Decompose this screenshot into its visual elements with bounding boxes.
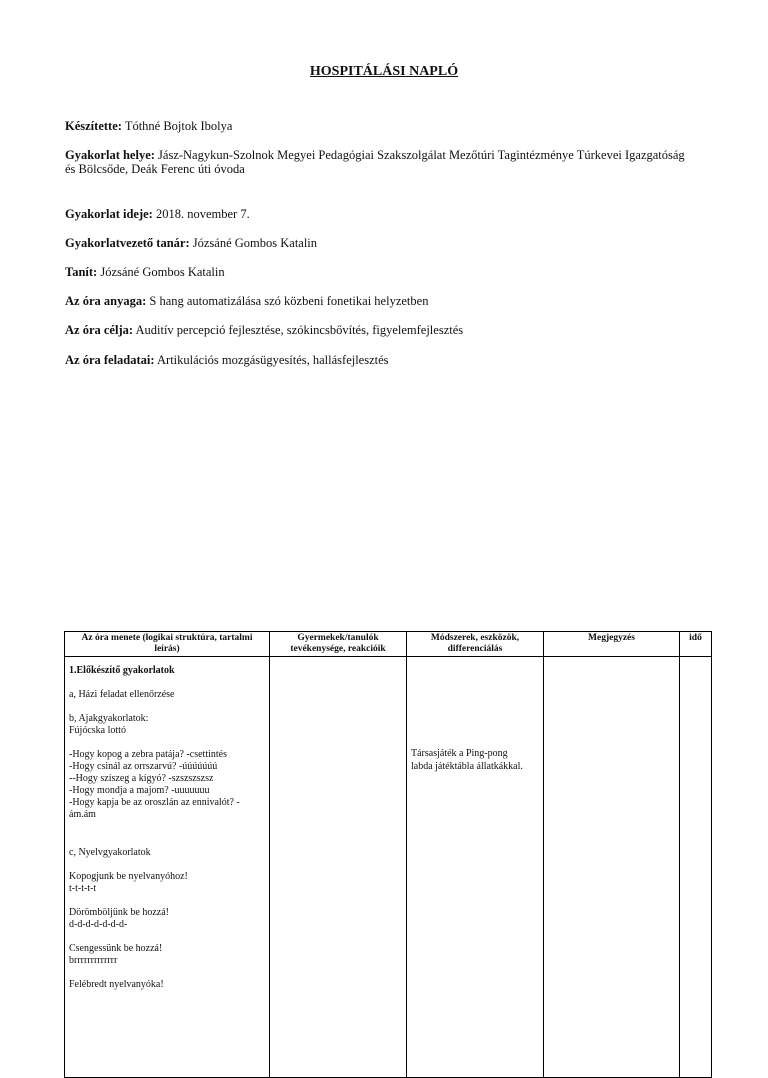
list-item: brrrrrrrrrrrrr [69, 955, 118, 966]
methods-line: Társasjáték a Ping-pong [411, 748, 508, 759]
field-keszitette [65, 119, 715, 133]
cell-ora-menete [65, 657, 270, 1078]
list-item: b, Ajakgyakorlatok: [69, 713, 149, 724]
list-item: Felébredt nyelvanyóka! [69, 979, 164, 990]
field-value: Auditív percepció fejlesztése, szókincsbővítés, figyelemfejlesztés [135, 323, 464, 337]
cell-megjegyzes [544, 657, 680, 1078]
header-text: leírás) [154, 644, 180, 654]
lesson-plan-table [64, 631, 712, 1078]
list-item: Kopogjunk be nyelvanyóhoz! [69, 871, 188, 882]
field-value: S hang automatizálása szó közbeni fonetikai helyzetben [149, 294, 429, 308]
field-value: Jász-Nagykun-Szolnok Megyei Pedagógiai Szakszolgálat Mezőtúri Tagintézménye Túrkevei Igazgatóság [158, 148, 685, 162]
list-item: Csengessünk be hozzá! [69, 943, 163, 954]
field-value: Tóthné Bojtok Ibolya [124, 119, 233, 133]
cell-modszerek [407, 657, 544, 1078]
field-value: Józsáné Gombos Katalin [100, 265, 225, 279]
table-row [65, 657, 712, 1078]
list-item: c, Nyelvgyakorlatok [69, 847, 151, 858]
field-gyakorlat-ideje [65, 207, 715, 221]
list-item: ám.ám [69, 809, 96, 820]
cell-ido [680, 657, 712, 1078]
field-label: Készítette: [65, 119, 122, 133]
header-ora-menete [65, 632, 270, 657]
field-label: Az óra célja: [65, 323, 134, 337]
field-label: Tanít: [65, 265, 98, 279]
header-modszerek [407, 632, 544, 657]
table-header-row [65, 632, 712, 657]
header-ido: idő [680, 632, 712, 657]
header-text: tevékenysége, reakcióik [290, 644, 386, 654]
list-item: t-t-t-t-t [69, 883, 97, 894]
list-item: --Hogy sziszeg a kígyó? -szszszszsz [69, 773, 214, 784]
list-item: Dörömböljünk be hozzá! [69, 907, 169, 918]
document-title: HOSPITÁLÁSI NAPLÓ [309, 64, 459, 79]
list-item: d-d-d-d-d-d-d- [69, 919, 128, 930]
list-item: a, Házi feladat ellenőrzése [69, 689, 175, 700]
field-ora-anyaga [65, 294, 715, 308]
header-text: differenciálás [447, 644, 503, 654]
field-value: Józsáné Gombos Katalin [192, 236, 318, 250]
list-item: Fújócska lottó [69, 725, 126, 736]
cell-gyermekek [270, 657, 407, 1078]
field-label: Gyakorlat helye: [65, 148, 155, 162]
header-text: Az óra menete (logikai struktúra, tartalmi [81, 633, 253, 643]
field-ora-celja [65, 323, 715, 337]
list-item: -Hogy kapja be az oroszlán az ennivalót? - [69, 797, 240, 808]
list-item: -Hogy kopog a zebra patája? -csettintés [69, 749, 227, 760]
field-label: Az óra feladatai: [65, 353, 155, 367]
field-value: Artikulációs mozgásügyesítés, hallásfejlesztés [157, 353, 389, 367]
field-label: Gyakorlat ideje: [65, 207, 153, 221]
list-item: -Hogy mondja a majom? -uuuuuuu [69, 785, 210, 796]
field-ora-feladatai [65, 353, 715, 367]
field-value: 2018. november 7. [155, 207, 250, 221]
list-item: -Hogy csinál az orrszarvú? -úúúúúúú [69, 761, 218, 772]
header-text: Módszerek, eszközök, [430, 633, 520, 643]
field-gyakorlat-helye [65, 148, 715, 176]
header-megjegyzes: Megjegyzés [544, 632, 680, 657]
field-gyakorlatvezeto [65, 236, 715, 250]
section-title: 1.Előkészítő gyakorlatok [69, 665, 175, 676]
field-value-cont: és Bölcsőde, Deák Ferenc úti óvoda [65, 162, 245, 176]
header-gyermekek [270, 632, 407, 657]
field-label: Az óra anyaga: [65, 294, 147, 308]
field-label: Gyakorlatvezető tanár: [65, 236, 190, 250]
field-tanit [65, 265, 715, 279]
methods-line: labda játéktábla állatkákkal. [411, 761, 523, 772]
header-text: Gyermekek/tanulók [297, 633, 379, 643]
